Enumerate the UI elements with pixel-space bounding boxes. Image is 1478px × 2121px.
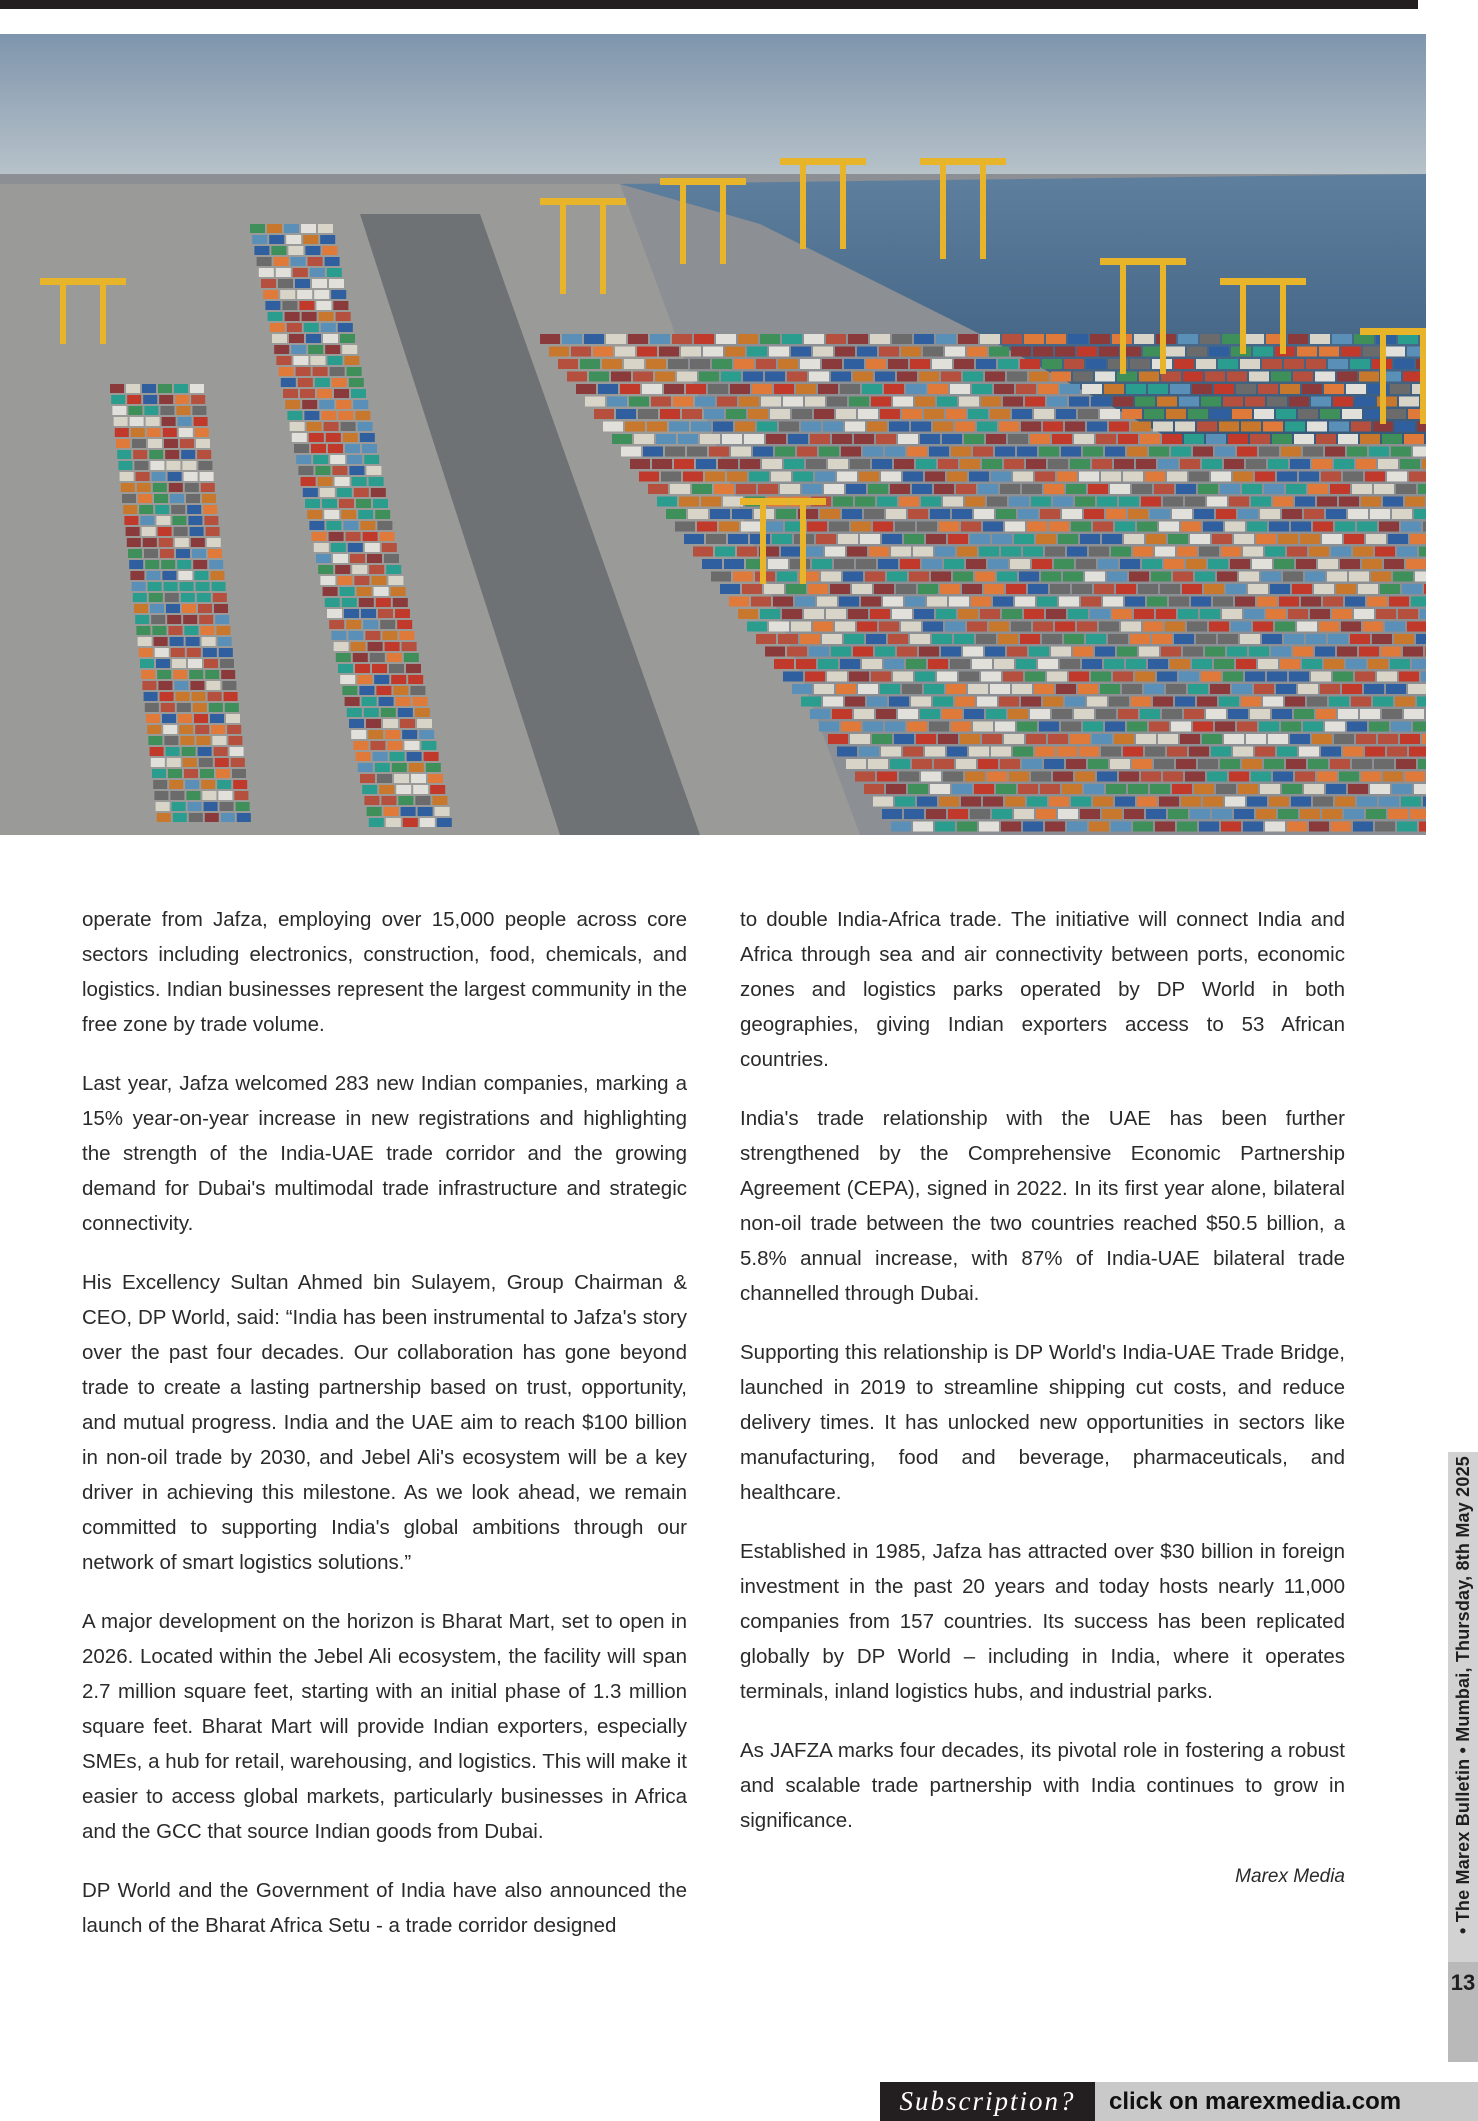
port-photo-icon [0, 34, 1426, 835]
page-number: 13 [1450, 1970, 1476, 1995]
subscription-label: Subscription? [880, 2082, 1095, 2121]
paragraph: Established in 1985, Jafza has attracted over $30 billion in foreign investment in the past 20 years and today hosts nearly 11,000 companies from 157 countries. Its success has been replicated globally by DP World – including in India, where it operates terminals, inland logistics hubs, and industrial parks. [740, 1540, 1345, 1703]
article-signature: Marex Media [1235, 1866, 1345, 1887]
paragraph: to double India-Africa trade. The initiative will connect India and Africa through sea and air connectivity between ports, economic zones and logistics parks operated by DP World in both geographies, giving Indian exporters access to 53 African countries. [740, 908, 1345, 1071]
paragraph: Supporting this relationship is DP World's India-UAE Trade Bridge, launched in 2019 to streamline shipping cut costs, and reduce delivery times. It has unlocked new opportunities in sectors like manufacturing, food and beverage, pharmaceuticals, and healthcare. [740, 1341, 1345, 1504]
paragraph: India's trade relationship with the UAE has been further strengthened by the Comprehensive Economic Partnership Agreement (CEPA), signed in 2022. In its first year alone, bilateral non-oil trade between the two countries reached $50.5 billion, a 5.8% annual increase, with 87% of India-UAE bilateral trade channelled through Dubai. [740, 1107, 1345, 1305]
page-number-box [1448, 1962, 1478, 2062]
paragraph: As JAFZA marks four decades, its pivotal role in fostering a robust and scalable trade partnership with India continues to grow in significance. [740, 1739, 1345, 1832]
top-rule [0, 0, 1418, 9]
running-header-text: • The Marex Bulletin • Mumbai, Thursday, 8th May 2025 [1452, 1455, 1473, 1934]
paragraph: DP World and the Government of India have also announced the launch of the Bharat Africa Setu - a trade corridor designed [82, 1879, 687, 1937]
article-column-left [82, 902, 687, 1967]
article-column-right [740, 902, 1345, 1892]
running-header [1448, 1452, 1478, 1937]
subscription-link[interactable]: click on marexmedia.com [1095, 2082, 1478, 2121]
paragraph: His Excellency Sultan Ahmed bin Sulayem, Group Chairman & CEO, DP World, said: “India has been instrumental to Jafza's story over the past four decades. Our collaboration has gone beyond trade to create a lasting partnership based on trust, opportunity, and mutual progress. India and the UAE aim to reach $100 billion in non-oil trade by 2030, and Jebel Ali's ecosystem will be a key driver in achieving this milestone. As we look ahead, we remain committed to supporting India's global ambitions through our network of smart logistics solutions.” [82, 1271, 687, 1574]
paragraph: A major development on the horizon is Bharat Mart, set to open in 2026. Located within the Jebel Ali ecosystem, the facility will span 2.7 million square feet, starting with an initial phase of 1.3 million square feet. Bharat Mart will provide Indian exporters, especially SMEs, a hub for retail, warehousing, and logistics. This will make it easier to access global markets, particularly businesses in Africa and the GCC that source Indian goods from Dubai. [82, 1610, 687, 1843]
paragraph: operate from Jafza, employing over 15,000 people across core sectors including electronics, construction, food, chemicals, and logistics. Indian businesses represent the largest community in the free zone by trade volume. [82, 908, 687, 1036]
paragraph: Last year, Jafza welcomed 283 new Indian companies, marking a 15% year-on-year increase in new registrations and highlighting the strength of the India-UAE trade corridor and the growing demand for Dubai's multimodal trade infrastructure and strategic connectivity. [82, 1072, 687, 1235]
hero-port-photo [0, 34, 1426, 835]
subscription-footer[interactable] [880, 2082, 1478, 2121]
